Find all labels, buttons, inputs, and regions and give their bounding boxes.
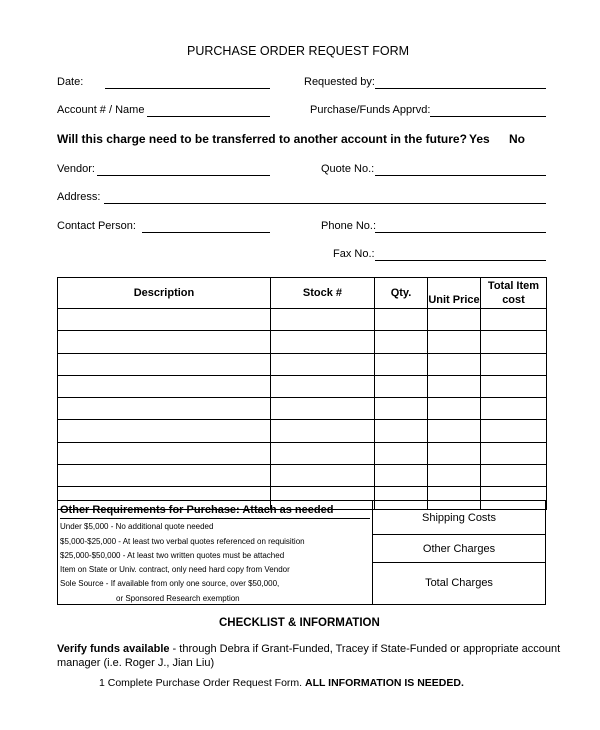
- stock-cell[interactable]: [271, 465, 375, 487]
- description-cell[interactable]: [58, 353, 271, 375]
- stock-cell[interactable]: [271, 331, 375, 353]
- table-row: [58, 398, 547, 420]
- stock-cell[interactable]: [271, 375, 375, 397]
- purchase-approved-label: Purchase/Funds Apprvd:: [310, 104, 431, 116]
- unit-price-cell[interactable]: [428, 398, 481, 420]
- unit-price-cell[interactable]: [428, 309, 481, 331]
- stock-cell[interactable]: [271, 442, 375, 464]
- date-label: Date:: [57, 76, 84, 88]
- qty-cell[interactable]: [375, 331, 428, 353]
- qty-cell[interactable]: [375, 353, 428, 375]
- fax-no-field[interactable]: [375, 260, 546, 261]
- stock-cell[interactable]: [271, 353, 375, 375]
- other-charges-cell[interactable]: Other Charges: [373, 535, 545, 563]
- table-row: [58, 375, 547, 397]
- contact-person-field[interactable]: [142, 232, 270, 233]
- requirements-panel: [58, 501, 373, 604]
- qty-cell[interactable]: [375, 375, 428, 397]
- total-cost-cell[interactable]: [481, 353, 547, 375]
- requirement-line: Sole Source - If available from only one source, over $50,000,: [60, 579, 280, 588]
- total-cost-cell[interactable]: [481, 442, 547, 464]
- requirement-line: Under $5,000 - No additional quote needed: [60, 522, 214, 531]
- items-header-row: [58, 278, 547, 309]
- vendor-field[interactable]: [97, 175, 270, 176]
- requirement-line: $25,000-$50,000 - At least two written quotes must be attached: [60, 551, 285, 560]
- stock-cell[interactable]: [271, 309, 375, 331]
- requirement-line: Item on State or Univ. contract, only need hard copy from Vendor: [60, 565, 290, 574]
- unit-price-header: Unit Price: [428, 278, 481, 309]
- table-row: [58, 331, 547, 353]
- total-cost-cell[interactable]: [481, 331, 547, 353]
- requirement-line: or Sponsored Research exemption: [116, 594, 240, 603]
- qty-cell[interactable]: [375, 442, 428, 464]
- unit-price-cell[interactable]: [428, 442, 481, 464]
- purchase-approved-field[interactable]: [430, 116, 546, 117]
- qty-cell[interactable]: [375, 398, 428, 420]
- checklist-item-1-bold: ALL INFORMATION IS NEEDED.: [305, 677, 464, 689]
- stock-cell[interactable]: [271, 420, 375, 442]
- description-cell[interactable]: [58, 420, 271, 442]
- description-header: Description: [58, 278, 271, 309]
- description-cell[interactable]: [58, 375, 271, 397]
- transfer-yes-option[interactable]: Yes: [469, 132, 490, 146]
- form-title: PURCHASE ORDER REQUEST FORM: [187, 44, 410, 58]
- address-label: Address:: [57, 191, 101, 203]
- unit-price-cell[interactable]: [428, 353, 481, 375]
- quote-no-field[interactable]: [375, 175, 546, 176]
- table-row: [58, 353, 547, 375]
- stock-header: Stock #: [271, 278, 375, 309]
- qty-cell[interactable]: [375, 309, 428, 331]
- description-cell[interactable]: [58, 398, 271, 420]
- description-cell[interactable]: [58, 331, 271, 353]
- qty-header: Qty.: [375, 278, 428, 309]
- requirement-line: $5,000-$25,000 - At least two verbal quotes referenced on requisition: [60, 537, 305, 546]
- total-cost-cell[interactable]: [481, 465, 547, 487]
- verify-funds-line: [57, 643, 560, 655]
- unit-price-cell[interactable]: [428, 375, 481, 397]
- phone-no-label: Phone No.:: [321, 220, 377, 232]
- description-cell[interactable]: [58, 465, 271, 487]
- verify-funds-bold: Verify funds available: [57, 643, 170, 655]
- shipping-costs-cell[interactable]: Shipping Costs: [373, 501, 545, 535]
- contact-person-label: Contact Person:: [57, 220, 136, 232]
- transfer-question: Will this charge need to be transferred to another account in the future?: [57, 132, 467, 146]
- qty-cell[interactable]: [375, 420, 428, 442]
- checklist-title: CHECKLIST & INFORMATION: [219, 617, 380, 629]
- table-row: [58, 420, 547, 442]
- description-cell[interactable]: [58, 442, 271, 464]
- unit-price-cell[interactable]: [428, 465, 481, 487]
- qty-cell[interactable]: [375, 465, 428, 487]
- quote-no-label: Quote No.:: [321, 163, 375, 175]
- total-item-cost-header: Total Item cost: [481, 278, 547, 309]
- total-cost-cell[interactable]: [481, 420, 547, 442]
- checklist-item-1-text: 1 Complete Purchase Order Request Form.: [99, 677, 303, 689]
- requirements-costs-box: [57, 500, 546, 605]
- stock-cell[interactable]: [271, 398, 375, 420]
- description-cell[interactable]: [58, 309, 271, 331]
- transfer-no-option[interactable]: No: [509, 132, 525, 146]
- table-row: [58, 442, 547, 464]
- address-field[interactable]: [104, 203, 546, 204]
- total-charges-cell[interactable]: Total Charges: [425, 577, 493, 589]
- requested-by-field[interactable]: [375, 88, 546, 89]
- total-cost-cell[interactable]: [481, 309, 547, 331]
- fax-no-label: Fax No.:: [333, 248, 375, 260]
- total-cost-cell[interactable]: [481, 398, 547, 420]
- table-row: [58, 309, 547, 331]
- table-row: [58, 465, 547, 487]
- verify-funds-text: - through Debra if Grant-Funded, Tracey if State-Funded or appropriate account: [169, 643, 561, 655]
- vendor-label: Vendor:: [57, 163, 95, 175]
- unit-price-cell[interactable]: [428, 420, 481, 442]
- unit-price-cell[interactable]: [428, 331, 481, 353]
- phone-no-field[interactable]: [375, 232, 546, 233]
- account-name-label: Account # / Name: [57, 104, 145, 116]
- checklist-item-1: [99, 677, 464, 689]
- total-cost-cell[interactable]: [481, 375, 547, 397]
- account-name-field[interactable]: [147, 116, 270, 117]
- verify-funds-line-2: manager (i.e. Roger J., Jian Liu): [57, 657, 215, 669]
- items-table: [57, 277, 547, 510]
- requirements-title: Other Requirements for Purchase: Attach as needed: [60, 504, 370, 519]
- requested-by-label: Requested by:: [304, 76, 375, 88]
- date-field[interactable]: [105, 88, 270, 89]
